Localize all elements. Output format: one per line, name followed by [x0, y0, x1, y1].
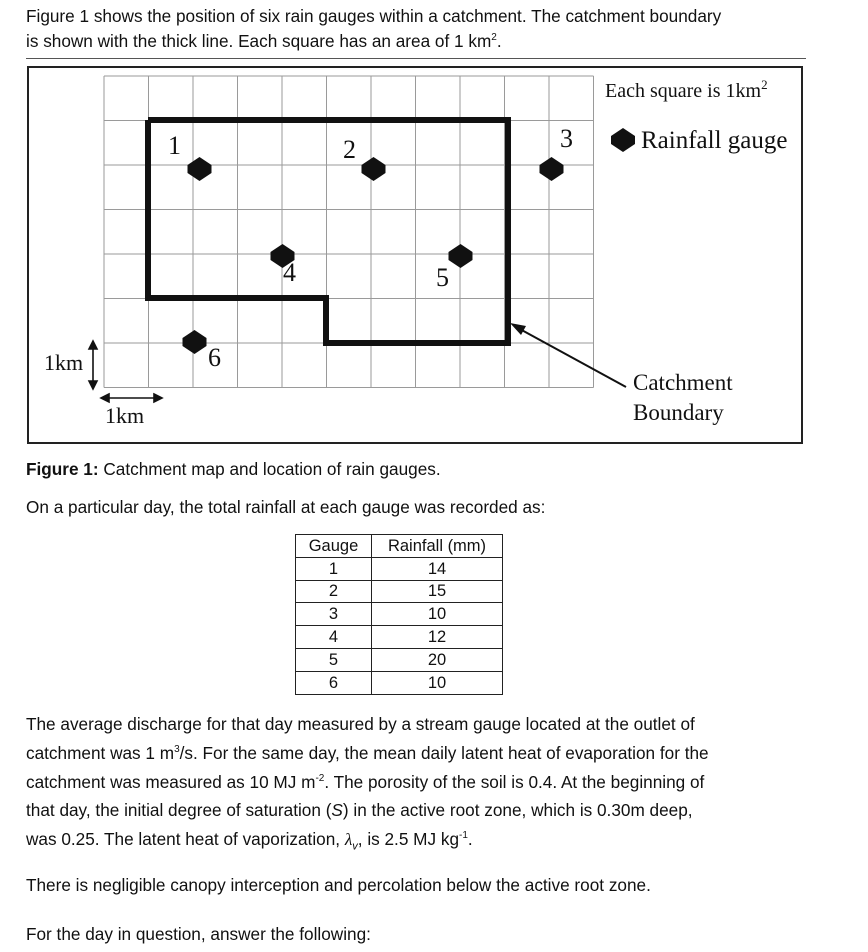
cell-gauge: 6 — [296, 671, 372, 694]
question-prompt: For the day in question, answer the following: — [26, 924, 371, 944]
para1-line-4a: that day, the initial degree of saturation ( — [26, 800, 332, 821]
gauge-label-5: 5 — [436, 263, 449, 292]
para1-sup-minus2: -2 — [315, 772, 325, 784]
intro-period: . — [496, 31, 502, 51]
table-row — [296, 648, 503, 671]
table-row — [296, 671, 503, 694]
rainfall-gauge-3 — [540, 157, 564, 181]
caption-label: Figure 1: — [26, 459, 99, 479]
horizontal-scale-label: 1km — [105, 403, 145, 428]
para1-line-2b: /s. For the same day, the mean daily latent heat of evaporation for the — [179, 742, 709, 763]
gauge-label-1: 1 — [168, 131, 181, 160]
horizontal-scale-bar — [101, 394, 162, 402]
para1-line-1: The average discharge for that day measured by a stream gauge located at the outlet of — [26, 714, 695, 734]
vertical-scale-bar — [89, 341, 97, 389]
legend-gauge-text: Rainfall gauge — [641, 127, 788, 154]
catchment-boundary — [148, 120, 508, 343]
cell-gauge: 4 — [296, 626, 372, 649]
boundary-label-line-2: Boundary — [633, 400, 724, 425]
para1-line-5a: was 0.25. The latent heat of vaporization, — [26, 829, 345, 850]
legend-gauge-icon — [611, 128, 635, 152]
cell-gauge: 1 — [296, 557, 372, 580]
rainfall-gauge-6 — [183, 330, 207, 354]
gauge-label-2: 2 — [343, 135, 356, 164]
cell-rainfall: 10 — [372, 671, 503, 694]
para1-line-5b: , is 2.5 MJ kg — [357, 829, 460, 850]
intro-line-1: Figure 1 shows the position of six rain gauges within a catchment. The catchment boundary — [26, 6, 722, 26]
para1-sup-3: 3 — [174, 743, 180, 755]
table-header-row — [296, 535, 503, 558]
intro-sup: 2 — [491, 32, 497, 43]
intro-paragraph — [26, 4, 826, 54]
cell-rainfall: 14 — [372, 557, 503, 580]
para1-line-2a: catchment was 1 m — [26, 742, 175, 763]
lambda-subscript: v — [352, 840, 358, 853]
figure-caption — [26, 456, 826, 484]
para1-sup-minus1: -1 — [459, 830, 468, 842]
para1-line-4b: ) in the active root zone, which is 0.30m deep, — [342, 800, 693, 821]
boundary-label-line-1: Catchment — [633, 370, 733, 395]
rainfall-gauge-1 — [188, 157, 212, 181]
horizontal-divider — [26, 58, 806, 59]
caption-text: Catchment map and location of rain gauges. — [98, 459, 441, 479]
interception-paragraph: There is negligible canopy interception and percolation below the active root zone. — [26, 875, 651, 895]
gauge-label-3: 3 — [560, 124, 573, 153]
para1-line-3b: . The porosity of the soil is 0.4. At the beginning of — [324, 771, 705, 792]
para1-line-3a: catchment was measured as 10 MJ m — [26, 771, 316, 792]
intro-line-2: is shown with the thick line. Each square has an area of 1 km — [26, 31, 492, 51]
cell-gauge: 3 — [296, 603, 372, 626]
cell-rainfall: 20 — [372, 648, 503, 671]
discharge-paragraph — [26, 710, 826, 861]
vertical-scale-label: 1km — [44, 350, 84, 375]
gauge-label-4: 4 — [283, 258, 296, 287]
table-intro: On a particular day, the total rainfall at each gauge was recorded as: — [26, 497, 546, 517]
figure-frame — [27, 66, 803, 444]
boundary-pointer-arrow — [510, 323, 626, 387]
cell-gauge: 2 — [296, 580, 372, 603]
header-rainfall: Rainfall (mm) — [372, 535, 503, 558]
saturation-symbol: S — [331, 800, 343, 821]
cell-rainfall: 10 — [372, 603, 503, 626]
table-row — [296, 557, 503, 580]
table-row — [296, 580, 503, 603]
cell-rainfall: 15 — [372, 580, 503, 603]
table-row — [296, 603, 503, 626]
cell-gauge: 5 — [296, 648, 372, 671]
rainfall-table — [295, 534, 503, 695]
gauge-label-6: 6 — [208, 343, 221, 372]
table-row — [296, 626, 503, 649]
para1-line-5c: . — [467, 829, 473, 850]
rainfall-gauge-2 — [362, 157, 386, 181]
header-gauge: Gauge — [296, 535, 372, 558]
lambda-symbol: λ — [344, 830, 353, 850]
rainfall-gauge-5 — [449, 244, 473, 268]
catchment-map — [29, 68, 801, 442]
legend-square-text: Each square is $1km^2$ — [605, 77, 768, 102]
cell-rainfall: 12 — [372, 626, 503, 649]
